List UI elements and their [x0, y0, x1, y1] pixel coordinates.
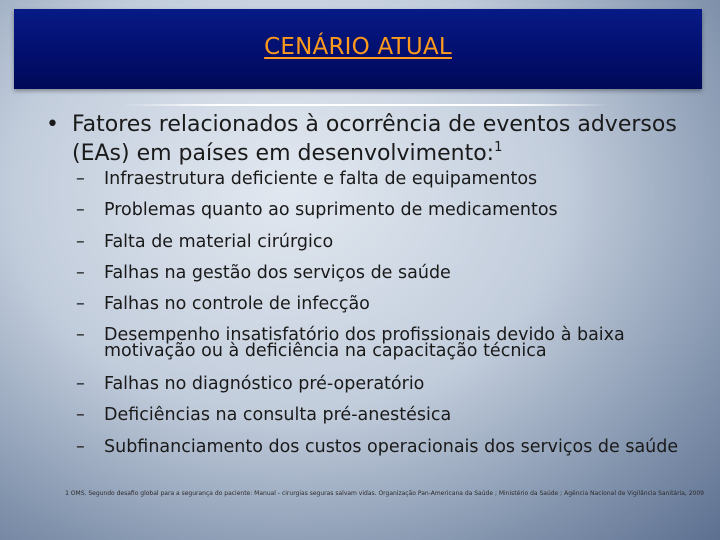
main-bullet-label: Fatores relacionados à ocorrência de eventos adversos (EAs) em países em desenvolvimento: [72, 112, 677, 166]
footnote-marker: 1 [494, 140, 503, 155]
list-item-text: Falta de material cirúrgico [104, 232, 334, 252]
title-divider [120, 104, 610, 106]
list-item-text: Subfinanciamento dos custos operacionais dos serviços de saúde [104, 437, 679, 457]
title-bar [14, 9, 702, 89]
main-bullet-text [72, 113, 702, 165]
dash-icon: – [76, 169, 85, 189]
dash-icon: – [76, 325, 85, 345]
dash-icon: – [76, 200, 85, 220]
list-item-text: Falhas na gestão dos serviços de saúde [104, 263, 451, 283]
list-item-text: Problemas quanto ao suprimento de medicamentos [104, 200, 558, 220]
list-item-text: Infraestrutura deficiente e falta de equipamentos [104, 169, 538, 189]
footnote: 1 OMS. Segundo desafio global para a segurança do paciente: Manual - cirurgias seguras salvam vidas. Organização Pan-Americana da Saúde ; Ministério da Saúde ; Agência Nacional de Vigilância Sanitária, 2009 [65, 490, 704, 497]
list-item-text: Falhas no diagnóstico pré-operatório [104, 374, 425, 394]
slide-title: CENÁRIO ATUAL [264, 34, 452, 60]
bullet-icon: • [46, 112, 59, 137]
list-item-text: Deficiências na consulta pré-anestésica [104, 405, 452, 425]
dash-icon: – [76, 263, 85, 283]
list-item-text: Falhas no controle de infecção [104, 294, 370, 314]
dash-icon: – [76, 232, 85, 252]
dash-icon: – [76, 437, 85, 457]
dash-icon: – [76, 405, 85, 425]
dash-icon: – [76, 374, 85, 394]
dash-icon: – [76, 294, 85, 314]
list-item-text: Desempenho insatisfatório dos profissionais devido à baixa motivação ou à deficiência na capacitação técnica [104, 325, 625, 361]
